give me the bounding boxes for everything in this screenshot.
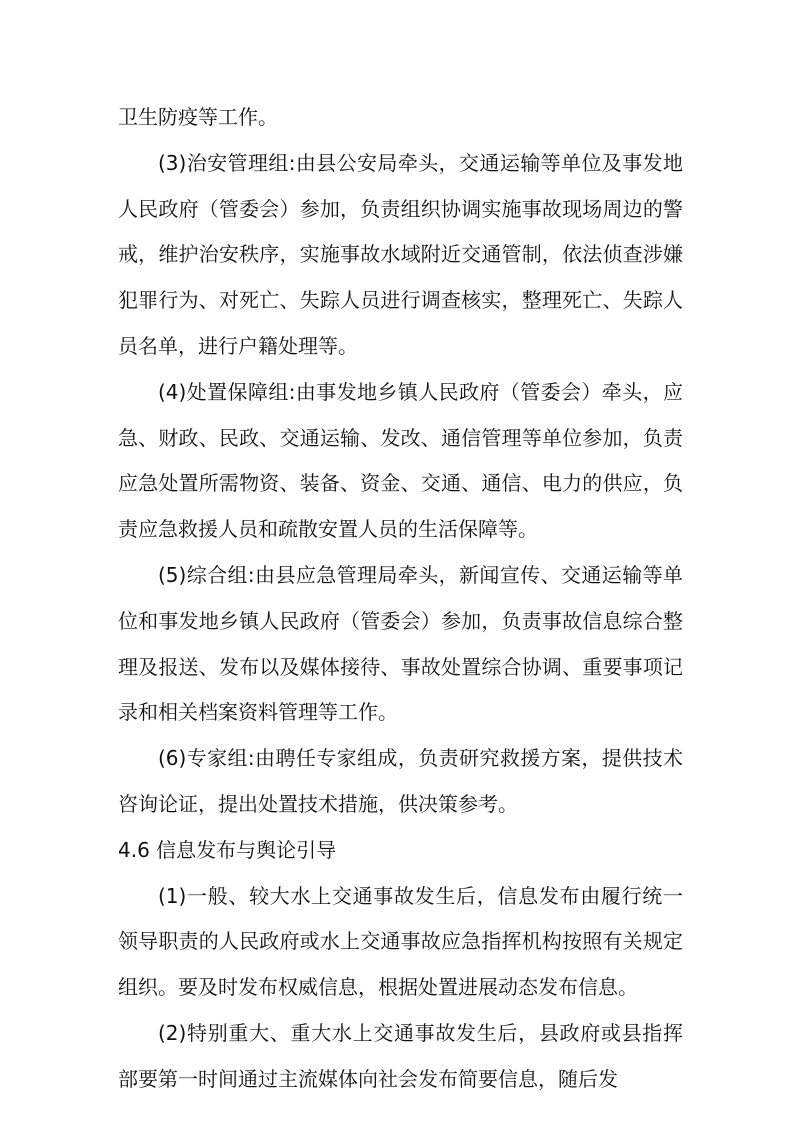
paragraph-expert-group: (6)专家组:由聘任专家组成，负责研究救援方案，提供技术咨询论证，提出处置技术措施，供决策参考。 <box>118 746 683 816</box>
paragraph-info-release-2: (2)特别重大、重大水上交通事故发生后，县政府或县指挥部要第一时间通过主流媒体向社会发布简要信息，随后发 <box>118 1020 683 1091</box>
paragraph-info-release-1: (1)一般、较大水上交通事故发生后，信息发布由履行统一领导职责的人民政府或水上交通事故应急指挥机构按照有关规定组织。要及时发布权威信息，根据处置进展动态发布信息。 <box>118 883 683 1000</box>
paragraph-continuation: 卫生防疫等工作。 <box>118 105 278 129</box>
paragraph-security-group: (3)治安管理组:由县公安局牵头，交通运输等单位及事发地人民政府（管委会）参加，负责组织协调实施事故现场周边的警戒，维护治安秩序，实施事故水域附近交通管制，依法侦查涉嫌犯罪行为、对死亡、失踪人员进行调查核实，整理死亡、失踪人员名单，进行户籍处理等。 <box>118 150 683 358</box>
paragraph-general-group: (5)综合组:由县应急管理局牵头，新闻宣传、交通运输等单位和事发地乡镇人民政府（管委会）参加，负责事故信息综合整理及报送、发布以及媒体接待、事故处置综合协调、重要事项记录和相关档案资料管理等工作。 <box>118 562 683 725</box>
document-page <box>118 95 683 1103</box>
paragraph-support-group: (4)处置保障组:由事发地乡镇人民政府（管委会）牵头，应急、财政、民政、交通运输、发改、通信管理等单位参加，负责应急处置所需物资、装备、资金、交通、通信、电力的供应，负责应急救援人员和疏散安置人员的生活保障等。 <box>118 379 683 542</box>
section-heading: 4.6 信息发布与舆论引导 <box>118 837 337 862</box>
